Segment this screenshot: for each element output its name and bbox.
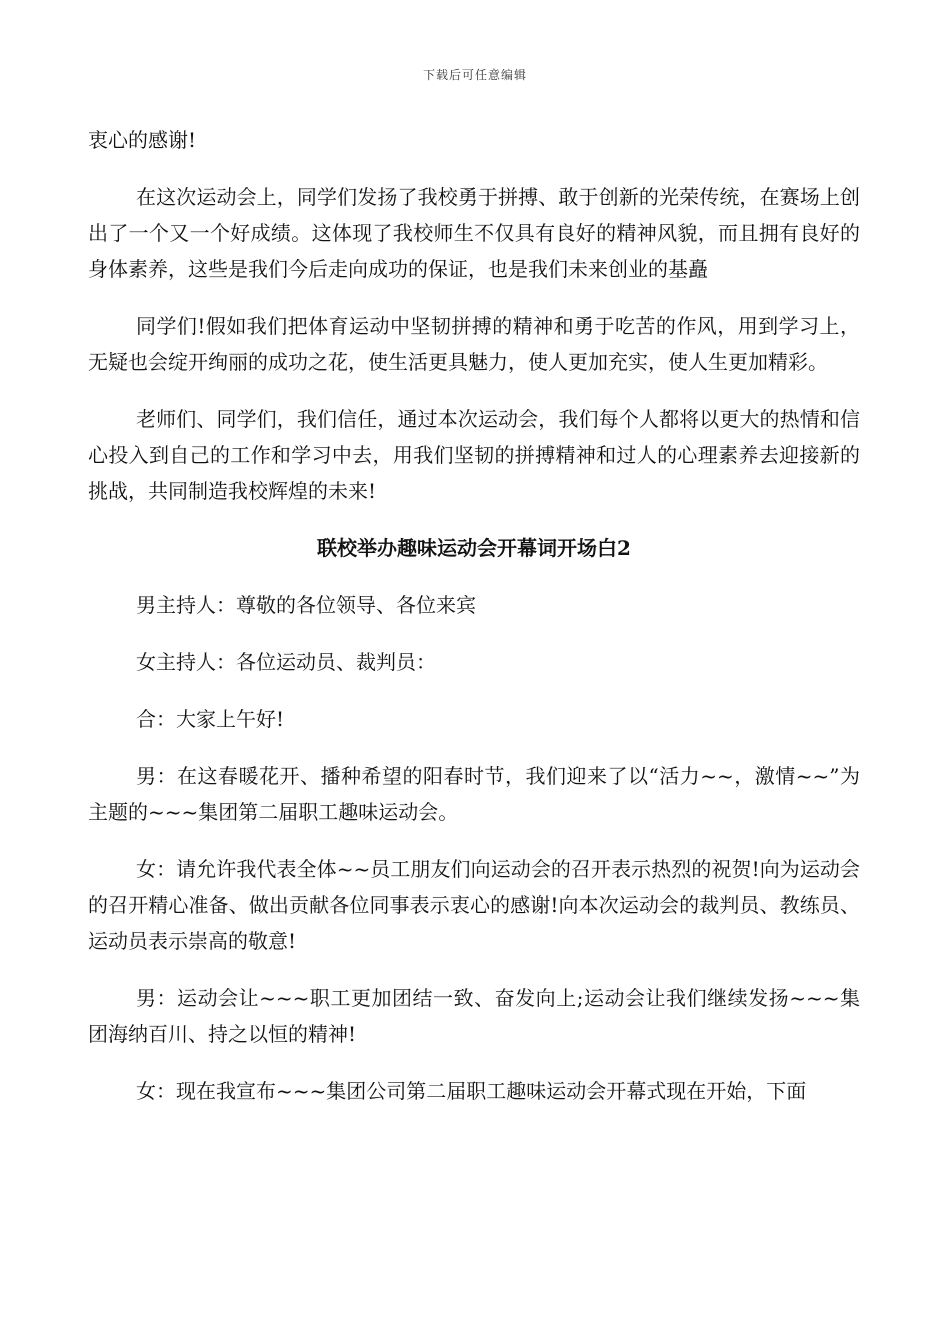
paragraph: 合：大家上午好! — [136, 707, 285, 731]
paragraph: 女：请允许我代表全体~~员工朋友们向运动会的召开表示热烈的祝贺!向为运动会的召开精心准备、做出贡献各位同事表示衷心的感谢!向本次运动会的裁判员、教练员、运动员表示崇高的敬意! — [88, 857, 860, 953]
document-body — [88, 122, 860, 1130]
paragraph: 同学们!假如我们把体育运动中坚韧拼搏的精神和勇于吃苦的作风，用到学习上，无疑也会绽开绚丽的成功之花，使生活更具魅力，使人更加充实，使人生更加精彩。 — [88, 314, 860, 374]
paragraph: 男：运动会让~~~职工更加团结一致、奋发向上;运动会让我们继续发扬~~~集团海纳百川、持之以恒的精神! — [88, 986, 860, 1046]
paragraph: 在这次运动会上，同学们发扬了我校勇于拼搏、敢于创新的光荣传统，在赛场上创出了一个又一个好成绩。这体现了我校师生不仅具有良好的精神风貌，而且拥有良好的身体素养，这些是我们今后走向成功的保证，也是我们未来创业的基矗 — [88, 185, 860, 281]
paragraph: 女：现在我宣布~~~集团公司第二届职工趣味运动会开幕式现在开始，下面 — [136, 1079, 807, 1103]
paragraph: 男主持人：尊敬的各位领导、各位来宾 — [136, 593, 476, 617]
paragraph: 老师们、同学们，我们信任，通过本次运动会，我们每个人都将以更大的热情和信心投入到自己的工作和学习中去，用我们坚韧的拼搏精神和过人的心理素养去迎接新的挑战，共同制造我校辉煌的未来! — [88, 407, 860, 503]
paragraph: 女主持人：各位运动员、裁判员： — [136, 650, 436, 674]
paragraph-continuation: 衷心的感谢! — [88, 128, 197, 152]
section-title: 联校举办趣味运动会开幕词开场白2 — [317, 536, 631, 560]
paragraph: 男：在这春暖花开、播种希望的阳春时节，我们迎来了以“活力~~，激情~~”为主题的~~~集团第二届职工趣味运动会。 — [88, 764, 860, 824]
header-note: 下载后可任意编辑 — [422, 68, 527, 82]
